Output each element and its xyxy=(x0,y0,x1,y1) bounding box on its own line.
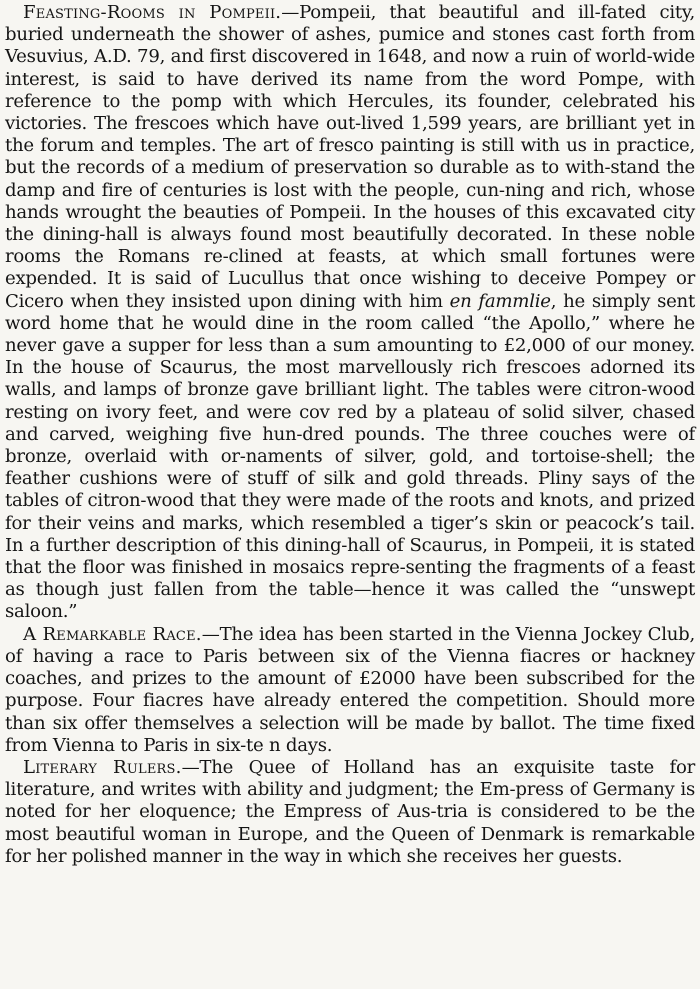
article-heading: Literary Rulers. xyxy=(23,756,182,778)
article-literary-rulers xyxy=(5,757,695,868)
article-text: —The Quee of Holland has an exquisite taste for literature, and writes with ability and judgment; the Em-press of Germany is noted for her eloquence; the Empress of Aus-tria is considered to be the most beautiful woman in Europe, and the Queen of Denmark is remarkable for her polished manner in the way in which she receives her guests. xyxy=(5,756,695,867)
article-paragraph xyxy=(5,624,695,757)
article-heading: Feasting-Rooms in Pompeii. xyxy=(23,2,282,23)
article-text: —The idea has been started in the Vienna Jockey Club, of having a race to Paris between six of the Vienna fiacres or hackney coaches, and prizes to the amount of £2000 have been subscribed for the purpose. Four fiacres have already entered the competition. Should more than six offer themselves a selection will be made by ballot. The time fixed from Vienna to Paris in six-te n days. xyxy=(5,623,695,756)
article-paragraph xyxy=(5,2,695,624)
article-paragraph xyxy=(5,757,695,868)
article-heading: A Remarkable Race. xyxy=(23,623,202,645)
article-text: , he simply sent word home that he would dine in the room called “the Apollo,” where he never gave a supper for less than a sum amounting to £2,000 of our money. In the house of Scaurus, the most marvellously rich frescoes adorned its walls, and lamps of bronze gave brilliant light. The tables were citron-wood resting on ivory feet, and were cov red by a plateau of solid silver, chased and carved, weighing five hun-dred pounds. The three couches were of bronze, overlaid with or-naments of silver, gold, and tortoise-shell; the feather cushions were of stuff of silk and gold threads. Pliny says of the tables of citron-wood that they were made of the roots and knots, and prized for their veins and marks, which resembled a tiger’s skin or peacock’s tail. In a further description of this dining-hall of Scaurus, in Pompeii, it is stated that the floor was finished in mosaics repre-senting the fragments of a feast as though just fallen from the table—hence it was called the “unswept saloon.” xyxy=(5,290,695,623)
article-text: —Pompeii, that beautiful and ill-fated city, buried underneath the shower of ashes, pumice and stones cast forth from Vesuvius, A.D. 79, and first discovered in 1648, and now a ruin of world-wide interest, is said to have derived its name from the word Pompe, with reference to the pomp with which Hercules, its founder, celebrated his victories. The frescoes which have out-lived 1,599 years, are brilliant yet in the forum and temples. The art of fresco painting is still with us in practice, but the records of a medium of preservation so durable as to with-stand the damp and fire of centuries is lost with the people, cun-ning and rich, whose hands wrought the beauties of Pompeii. In the houses of this excavated city the dining-hall is always found most beautifully decorated. In these noble rooms the Romans re-clined at feasts, at which small fortunes were expended. It is said of Lucullus that once wishing to deceive Pompey or Cicero when they insisted upon dining with him xyxy=(5,2,695,312)
article-text-italic: en fammlie xyxy=(449,290,551,312)
article-remarkable-race xyxy=(5,624,695,757)
article-feasting-rooms xyxy=(5,2,695,624)
